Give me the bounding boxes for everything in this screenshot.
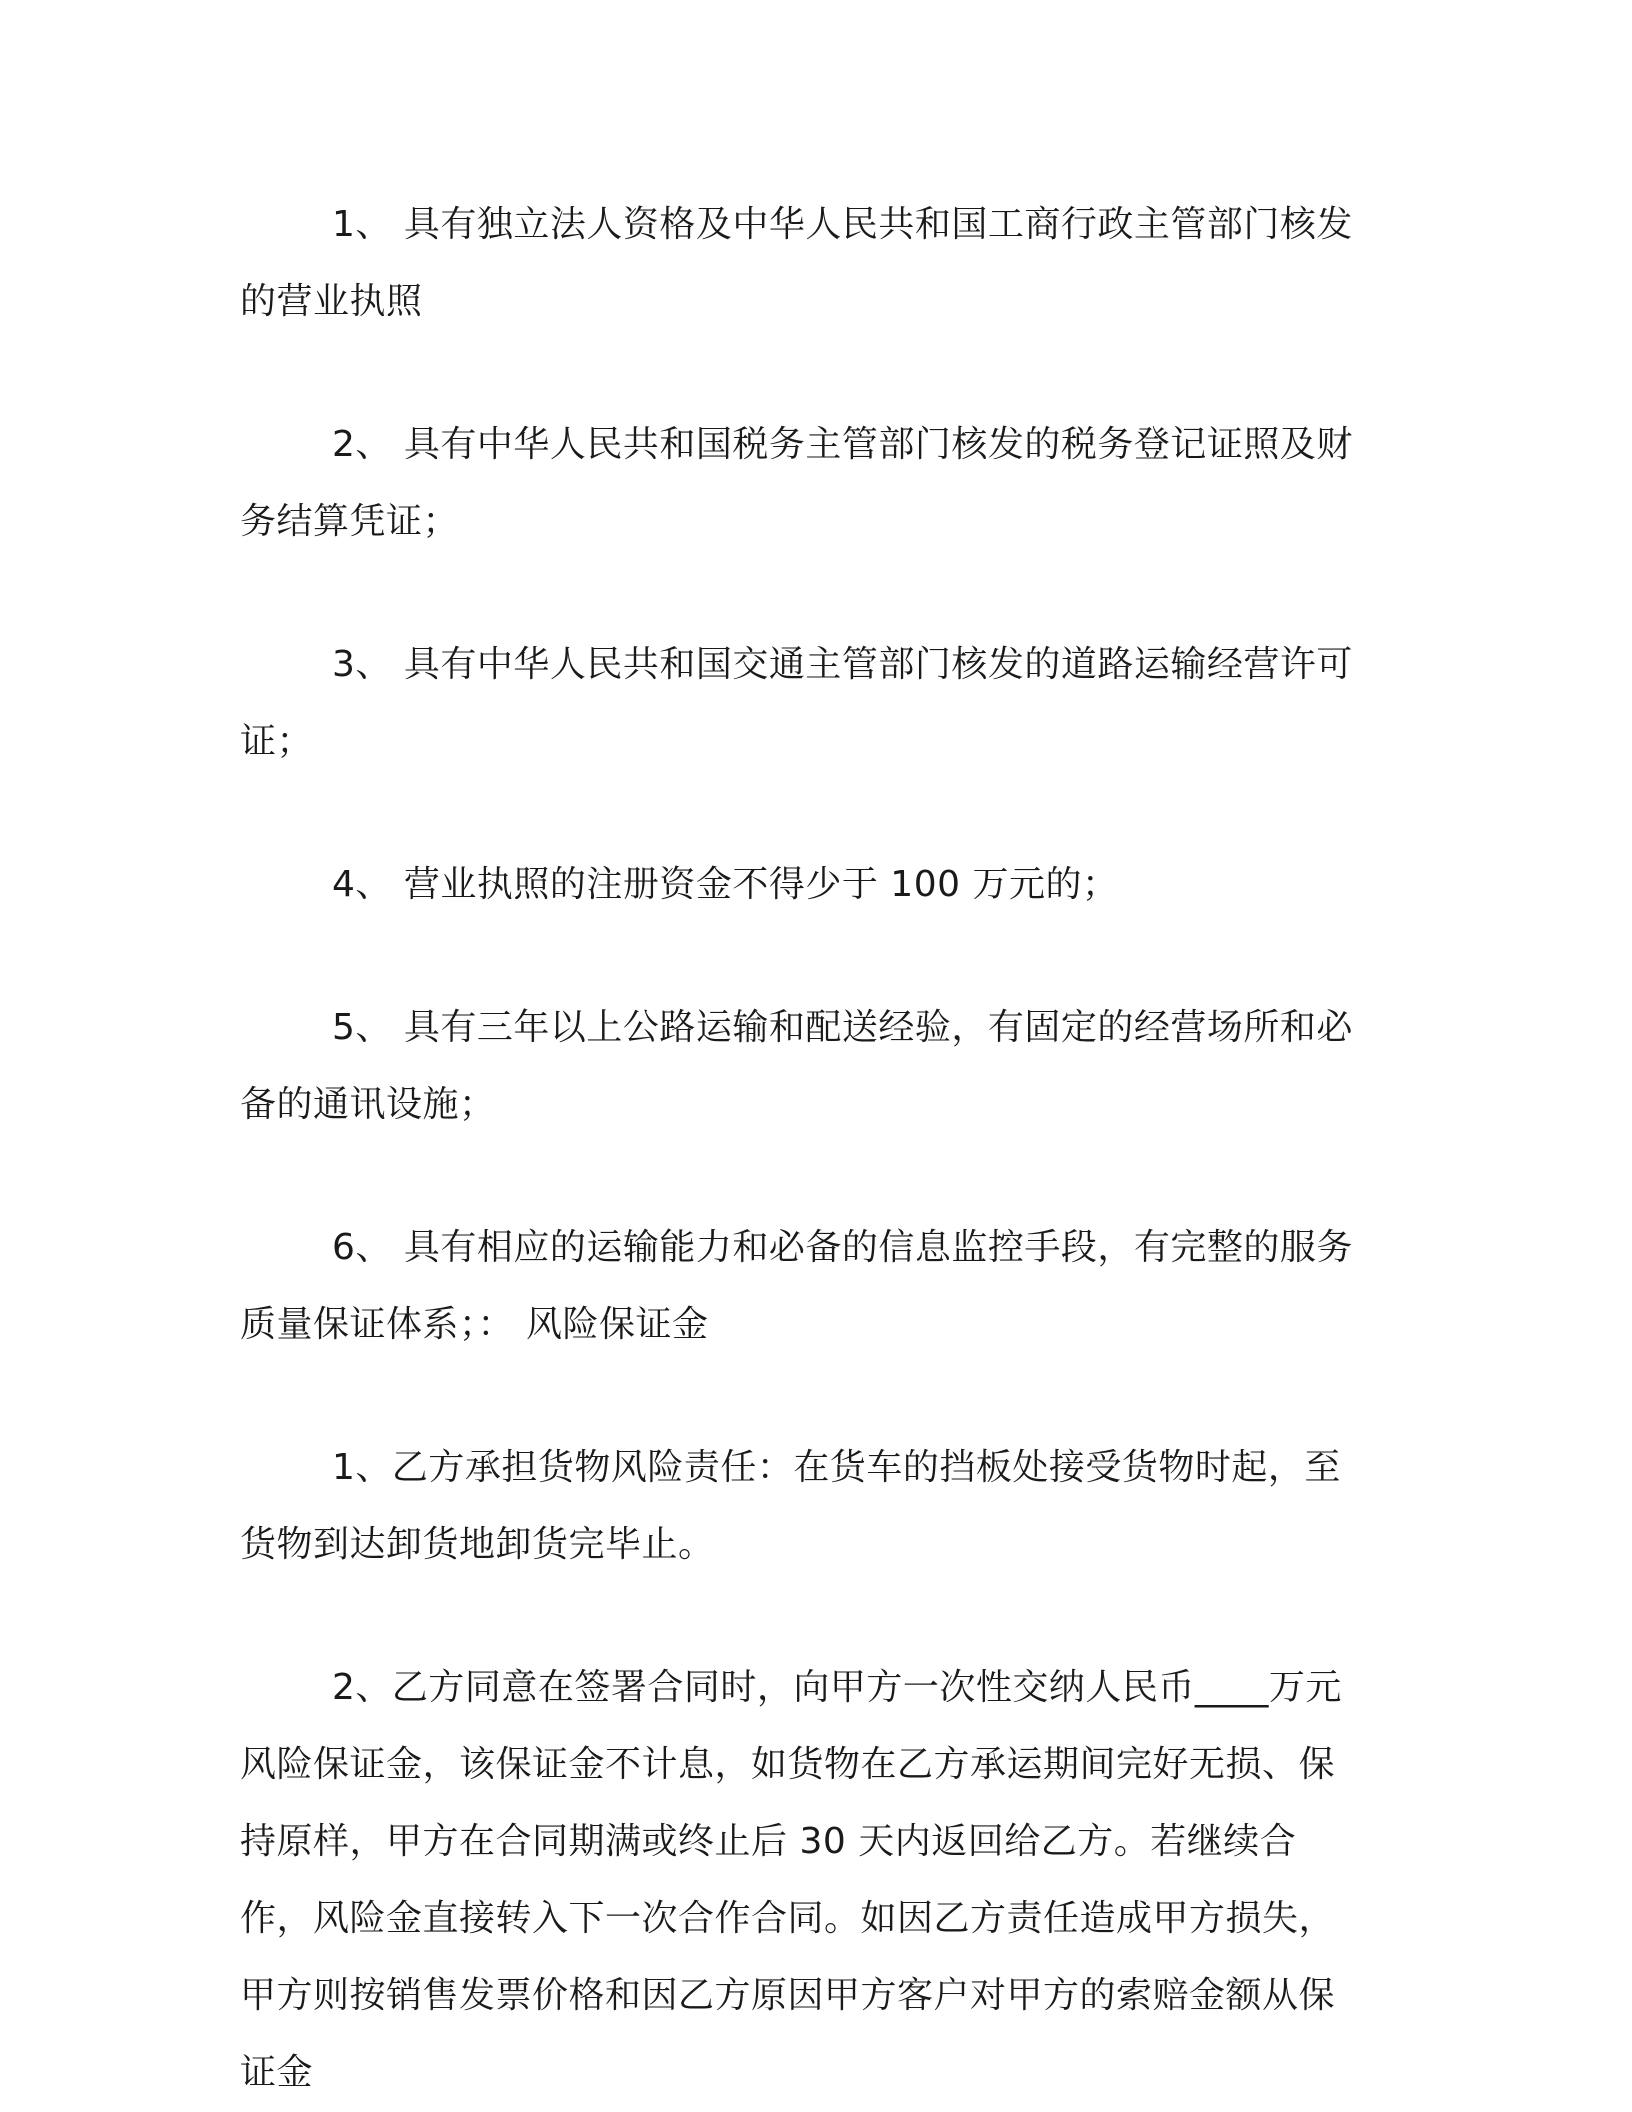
paragraph-requirement-3: 3、 具有中华人民共和国交通主管部门核发的道路运输经营许可证； bbox=[240, 644, 1353, 762]
paragraph-risk-2: 2、乙方同意在签署合同时，向甲方一次性交纳人民币____万元风险保证金，该保证金不计息，如货物在乙方承运期间完好无损、保持原样，甲方在合同期满或终止后 30 天内返回给乙方。若继续合作，风险金直接转入下一次合作合同。如因乙方责任造成甲方损失，甲方则按销售发票价格和因乙方原因甲方客户对甲方的索赔金额从保证金 bbox=[240, 1667, 1342, 2093]
paragraph-risk-1: 1、乙方承担货物风险责任：在货车的挡板处接受货物时起，至货物到达卸货地卸货完毕止。 bbox=[240, 1447, 1341, 1565]
paragraph-requirement-4: 4、 营业执照的注册资金不得少于 100 万元的； bbox=[332, 864, 1119, 905]
paragraph-requirement-2: 2、 具有中华人民共和国税务主管部门核发的税务登记证照及财务结算凭证； bbox=[240, 424, 1353, 542]
paragraph-requirement-1: 1、 具有独立法人资格及中华人民共和国工商行政主管部门核发的营业执照 bbox=[240, 204, 1353, 322]
paragraph-requirement-6: 6、 具有相应的运输能力和必备的信息监控手段，有完整的服务质量保证体系；： 风险保证金 bbox=[240, 1227, 1353, 1345]
paragraph-requirement-5: 5、 具有三年以上公路运输和配送经验，有固定的经营场所和必备的通讯设施； bbox=[240, 1007, 1353, 1125]
document-page bbox=[240, 186, 1364, 2111]
